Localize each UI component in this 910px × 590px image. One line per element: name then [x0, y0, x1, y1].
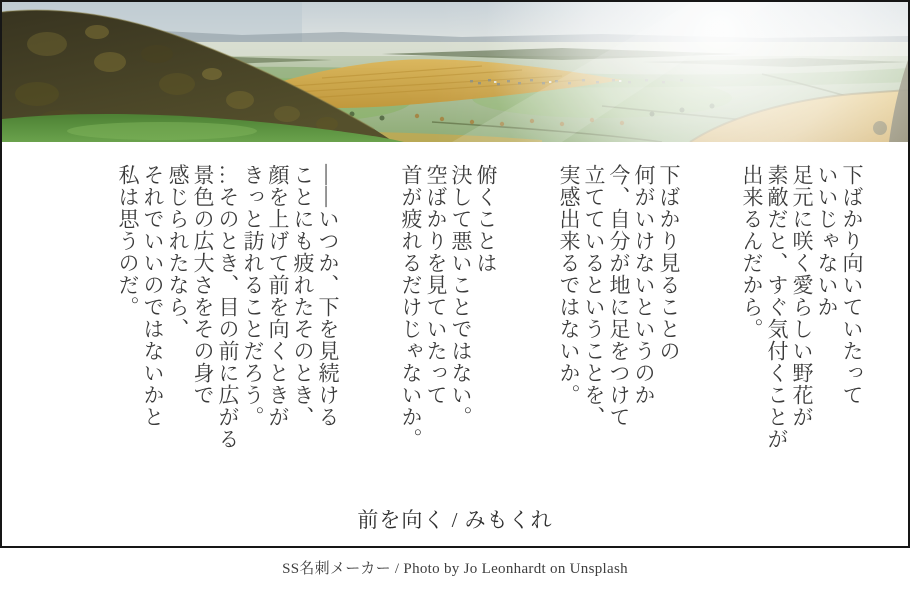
footer-credit: SS名刺メーカー / Photo by Jo Leonhardt on Unsplash: [282, 561, 628, 577]
poem-line: 立てているということを、: [582, 164, 606, 428]
poem-line: 景色の広大さをその身で: [191, 164, 215, 406]
poem-line: いいじゃないか: [815, 164, 839, 318]
card-title: 前を向く / みもくれ: [357, 508, 553, 532]
poem-line: 下ばかり向いていたって: [840, 164, 864, 406]
poem-paragraph: [556, 164, 681, 450]
poem-line: 顔を上げて前を向くときが: [266, 164, 290, 428]
poem-line: ことにも疲れたそのとき、: [291, 164, 315, 428]
poem-paragraph: [739, 164, 864, 450]
poem-line: ――いつか、下を見続ける: [316, 164, 340, 428]
poem-line: 出来るんだから。: [740, 164, 764, 340]
poem-line: 決して悪いことではない。: [449, 164, 473, 428]
poem-line: 私は思うのだ。: [116, 164, 140, 318]
poem-line: 実感出来るではないか。: [557, 164, 581, 406]
poem-line: 素敵だと、すぐ気付くことが: [765, 164, 789, 450]
poem-line: それでいいのではないかと: [141, 164, 165, 428]
poem-line: 俯くことは: [474, 164, 498, 274]
poem-line: …そのとき、目の前に広がる: [216, 164, 240, 450]
landscape-photo: [2, 2, 908, 142]
poem-line: 下ばかり見ることの: [657, 164, 681, 362]
poem-line: きっと訪れることだろう。: [241, 164, 265, 428]
poem-line: 足元に咲く愛らしい野花が: [790, 164, 814, 428]
poem-line: 首が疲れるだけじゃないか。: [399, 164, 423, 450]
poem-paragraph: [398, 164, 498, 450]
poem-line: 感じられたなら、: [166, 164, 190, 340]
poem-paragraph: [115, 164, 340, 450]
poem-text: [115, 142, 908, 450]
poem-line: 今、自分が地に足をつけて: [607, 164, 631, 428]
poem-line: 空ばかりを見ていたって: [424, 164, 448, 406]
poem-line: 何がいけないというのか: [632, 164, 656, 406]
